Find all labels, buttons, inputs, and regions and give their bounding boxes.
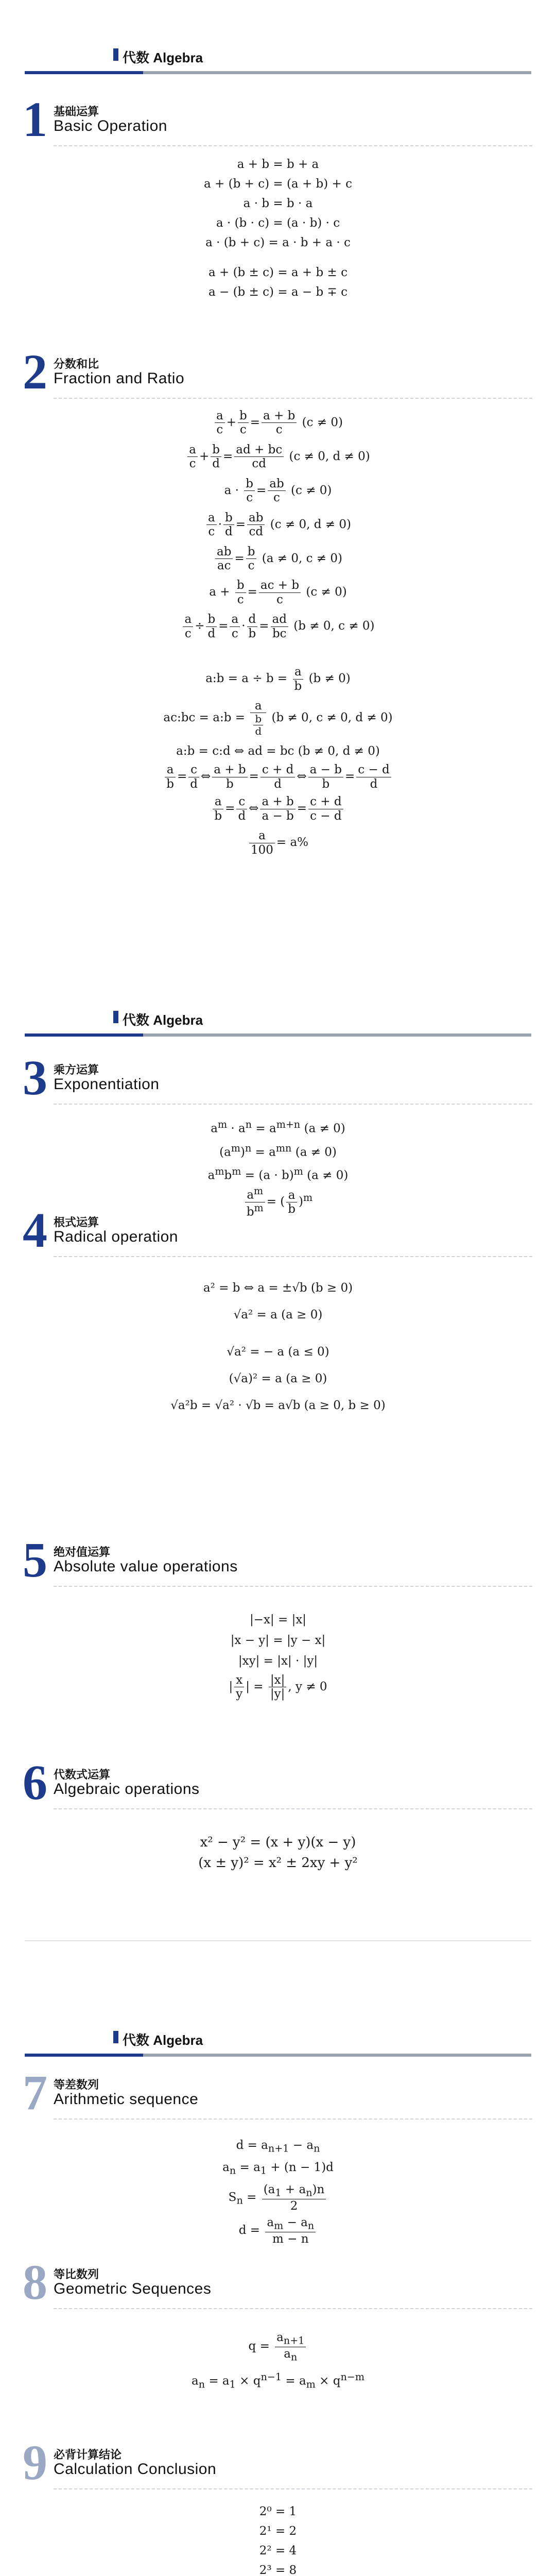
power-item: 2³ = 8 [259, 2564, 297, 2576]
formula: $d = a_{n+1} - a_n$ [236, 2139, 320, 2155]
formula: a + $\frac{b}{c}$ = $\frac{ac + b}{c}$ (c ≠ 0) [209, 579, 347, 606]
section-arithmetic-sequence [23, 2065, 532, 2121]
formula: a + (b ± c) = a + b ± c [208, 266, 348, 279]
formula: √a²b = √a² · √b = a√b (a ≥ 0, b ≥ 0) [170, 1399, 386, 1412]
formula: $(a^m)^n = a^{mn}$ (a ≠ 0) [219, 1142, 337, 1159]
formula: (x ± y)² = x² ± 2xy + y² [198, 1855, 358, 1871]
section-absolute-value [23, 1532, 532, 1588]
formula: a + b = b + a [237, 158, 319, 171]
fraction-formulas [25, 407, 531, 863]
formula: $\frac{a^m}{b^m}$ = ( $\frac{a}{b}$ )$^m$ [25, 1185, 531, 1219]
section-title-en: Basic Operation [54, 117, 167, 134]
basic-formulas [25, 155, 531, 302]
section-title-en: Arithmetic sequence [54, 2091, 199, 2108]
section-title-en: Absolute value operations [54, 1558, 238, 1575]
section-number: 9 [23, 2435, 47, 2490]
section-divider [54, 1104, 532, 1105]
formula: |−x| = |x| [249, 1613, 307, 1626]
section-number: 4 [23, 1202, 47, 1258]
section-title-en: Radical operation [54, 1228, 178, 1245]
section-number: 3 [23, 1050, 47, 1105]
section-title-zh: 等比数列 [54, 2268, 99, 2281]
section-divider [54, 2488, 532, 2489]
power-of-two-list [25, 2502, 531, 2576]
section-calculation-conclusion [23, 2435, 532, 2490]
formula: $S_n$ = $\frac{(a_1 + a_n)n}{2}$ [25, 2183, 531, 2213]
section-number: 6 [23, 1755, 47, 1810]
section-number: 1 [23, 92, 47, 147]
formula: $\frac{a}{100}$ = a% [25, 829, 531, 857]
formula: a + (b + c) = (a + b) + c [204, 177, 352, 191]
power-item: 2¹ = 2 [259, 2524, 297, 2538]
section-title-zh: 绝对值运算 [54, 1546, 111, 1559]
arithmetic-formulas [25, 2136, 531, 2246]
section-title-zh: 基础运算 [54, 106, 99, 118]
page-separator [25, 1940, 531, 1941]
formula: a:b = c:d ⇔ ad = bc (b ≠ 0, d ≠ 0) [176, 744, 380, 758]
section-algebraic [23, 1755, 532, 1810]
header-marker [113, 48, 118, 61]
header-rule-grey [143, 71, 531, 74]
section-divider [54, 2308, 532, 2309]
section-geometric-sequence [23, 2255, 532, 2310]
section-number: 5 [23, 1532, 47, 1587]
formula: a · (b · c) = (a · b) · c [216, 216, 340, 230]
section-title-zh: 根式运算 [54, 1216, 99, 1229]
formula: $\frac{ab}{ac}$ = $\frac{b}{c}$ (a ≠ 0, c ≠ 0) [25, 545, 531, 573]
header-rule-grey [143, 2054, 531, 2057]
section-divider [54, 1586, 532, 1587]
formula: a · b = b · a [243, 197, 313, 210]
absolute-formulas [25, 1609, 531, 1701]
formula: $a_n = a_1 + (n - 1)d$ [222, 2160, 334, 2177]
formula: a² = b ⇔ a = ±√b (b ≥ 0) [203, 1281, 353, 1295]
formula: ac:bc = a:b = $\frac{a}{\frac{b}{d}}$ (b ≠ 0, c ≠ 0, d ≠ 0) [163, 699, 393, 738]
formula: | $\frac{x}{y}$ | = $\frac{|x|}{|y|}$ , y ≠ 0 [229, 1673, 327, 1701]
section-title-en: Fraction and Ratio [54, 370, 185, 387]
formula: $a^mb^m = (a \cdot b)^m$ (a ≠ 0) [207, 1165, 349, 1182]
formula: $\frac{a}{c}$ · $\frac{b}{d}$ = $\frac{ab}{cd}$ (c ≠ 0, d ≠ 0) [25, 511, 531, 539]
exponent-formulas [25, 1115, 531, 1219]
header-rule-dark [25, 71, 143, 74]
formula: a:b = a ÷ b = $\frac{a}{b}$ (b ≠ 0) [205, 665, 351, 693]
page-header [25, 1010, 531, 1030]
formula: |x − y| = |y − x| [230, 1634, 326, 1647]
formula: $\frac{a}{b}$ = $\frac{c}{d}$ ⇔ $\frac{a + b}{a - b}$ = $\frac{c + d}{c - d}$ [25, 795, 531, 823]
section-number: 7 [23, 2065, 47, 2120]
section-title-zh: 代数式运算 [54, 1769, 111, 1782]
header-rule-dark [25, 1033, 143, 1037]
section-title-zh: 等差数列 [54, 2079, 99, 2092]
section-divider [54, 1808, 532, 1809]
formula: $\frac{a}{c}$ + $\frac{b}{c}$ = $\frac{a + b}{c}$ (c ≠ 0) [25, 409, 531, 437]
power-item: 2⁰ = 1 [259, 2505, 297, 2518]
header-marker [113, 1011, 118, 1023]
page-title: 代数 Algebra [123, 2032, 203, 2048]
page-header [25, 47, 531, 68]
section-number: 8 [23, 2255, 47, 2310]
formula: $\frac{a}{c}$ + $\frac{b}{d}$ = $\frac{ad + bc}{cd}$ (c ≠ 0, d ≠ 0) [25, 443, 531, 471]
section-fraction-ratio [23, 344, 532, 400]
section-title-en: Algebraic operations [54, 1781, 200, 1798]
page-header [25, 2030, 531, 2050]
section-divider [54, 398, 532, 399]
section-radical [23, 1202, 532, 1258]
section-divider [54, 145, 532, 146]
section-title-en: Calculation Conclusion [54, 2461, 217, 2478]
section-number: 2 [23, 344, 47, 399]
formula: $a^m \cdot a^n = a^{m+n}$ (a ≠ 0) [211, 1118, 345, 1136]
radical-formulas [25, 1275, 531, 1419]
page-title: 代数 Algebra [123, 1012, 203, 1028]
section-title-zh: 分数和比 [54, 358, 99, 371]
formula: $\frac{a}{c}$ ÷ $\frac{b}{d}$ = $\frac{a}{c}$ · $\frac{d}{b}$ = $\frac{ad}{bc}$ (b ≠ 0, c ≠ 0) [25, 613, 531, 640]
formula: √a² = a (a ≥ 0) [233, 1308, 323, 1321]
formula: a · (b + c) = a · b + a · c [205, 236, 351, 249]
header-rule-grey [143, 1033, 531, 1037]
formula: a · $\frac{b}{c}$ = $\frac{ab}{c}$ (c ≠ 0) [224, 477, 332, 505]
formula: q = $\frac{a_{n+1}}{a_n}$ [25, 2331, 531, 2363]
page-title: 代数 Algebra [123, 50, 203, 65]
header-rule-dark [25, 2054, 143, 2057]
formula: $\frac{a}{b}$ = $\frac{c}{d}$ ⇔ $\frac{a + b}{b}$ = $\frac{c + d}{d}$ ⇔ $\frac{a - b}{b}$ = $\frac{c - d}{d}$ [25, 763, 531, 791]
formula: x² − y² = (x + y)(x − y) [200, 1835, 356, 1850]
section-divider [54, 1256, 532, 1257]
section-title-en: Exponentiation [54, 1076, 160, 1093]
algebraic-formulas [25, 1832, 531, 1873]
section-basic-operation [23, 92, 532, 147]
section-exponentiation [23, 1050, 532, 1106]
geometric-formulas [25, 2331, 531, 2394]
formula: a − (b ± c) = a − b ∓ c [208, 285, 348, 299]
section-title-zh: 乘方运算 [54, 1064, 99, 1077]
section-divider [54, 2119, 532, 2120]
header-marker [113, 2031, 118, 2043]
formula: √a² = − a (a ≤ 0) [227, 1345, 329, 1359]
power-item: 2² = 4 [259, 2544, 297, 2557]
formula: |xy| = |x| · |y| [238, 1654, 318, 1668]
section-title-en: Geometric Sequences [54, 2280, 212, 2297]
formula: d = $\frac{a_m - a_n}{m - n}$ [25, 2216, 531, 2246]
formula: (√a)² = a (a ≥ 0) [229, 1372, 327, 1385]
section-title-zh: 必背计算结论 [54, 2449, 122, 2462]
formula: $a_n = a_1 \times q^{n-1} = a_m \times q^{n-m}$ [191, 2371, 365, 2391]
